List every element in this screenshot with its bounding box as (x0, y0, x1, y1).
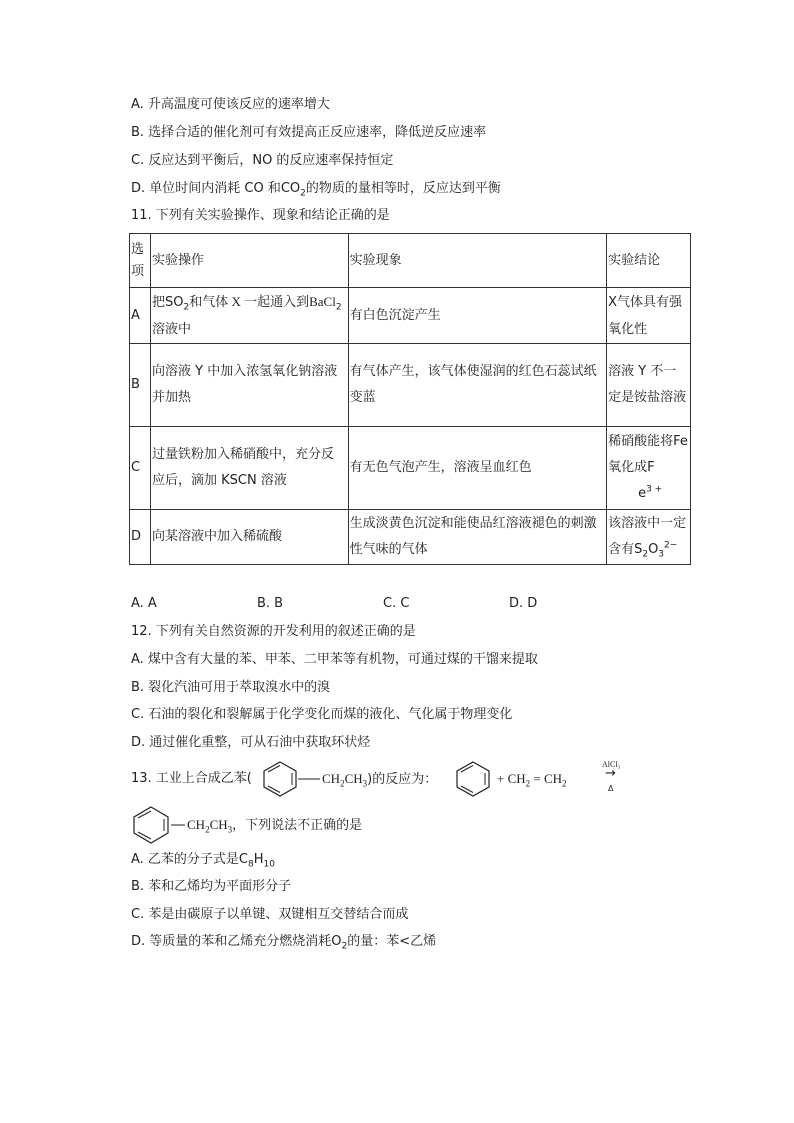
header-conclusion: 实验结论 (607, 234, 691, 288)
subscript: 2 (183, 302, 190, 313)
choice-c: C. C (383, 596, 410, 611)
q12-option-d: D. 通过催化重整，可从石油中获取环状烃 (131, 735, 371, 750)
row-operation (150, 288, 348, 344)
q12-stem: 12. 下列有关自然资源的开发利用的叙述正确的是 (131, 624, 416, 639)
row-phenomenon: 有气体产生，该气体使湿润的红色石蕊试纸变蓝 (348, 344, 606, 427)
ethylene-formula (497, 770, 567, 788)
choice-b: B. B (257, 596, 284, 611)
row-conclusion (607, 510, 691, 565)
row-conclusion: X气体具有强氧化性 (607, 288, 691, 344)
product-ethyl-group (187, 816, 362, 835)
header-option: 选项 (130, 234, 151, 288)
formula-text: CH (322, 771, 341, 786)
q12-option-a: A. 煤中含有大量的苯、甲苯、二甲苯等有机物，可通过煤的干馏来提取 (131, 652, 538, 667)
table-header-row (130, 234, 691, 288)
option-text: D. 等质量的苯和乙烯充分燃烧消耗O (131, 934, 342, 949)
q13-option-d (131, 933, 436, 951)
subscript: 3 (227, 824, 233, 835)
q11-choices (131, 595, 635, 613)
q11-stem: 11. 下列有关实验操作、现象和结论正确的是 (131, 208, 390, 223)
row-conclusion (607, 427, 691, 510)
option-text: 的量：苯<乙烯 (347, 934, 437, 949)
row-phenomenon: 有白色沉淀产生 (348, 288, 606, 344)
subscript: 2 (341, 941, 348, 952)
subscript: 2 (300, 188, 306, 199)
subscript: 2 (525, 778, 531, 789)
q12-option-c: C. 石油的裂化和裂解属于化学变化而煤的液化、气化属于物理变化 (131, 707, 513, 722)
option-text: A. 乙苯的分子式是C (131, 852, 249, 867)
op-text: 溶液中 (151, 322, 191, 337)
row-conclusion: 溶液 Y 不一定是铵盐溶液 (607, 344, 691, 427)
q10-option-d (131, 180, 501, 198)
formula-text: ，下列说法不正确的是 (232, 818, 363, 833)
row-phenomenon: 有无色气泡产生，溶液呈血红色 (348, 427, 606, 510)
row-label: A (130, 288, 151, 344)
bond-line (171, 824, 185, 827)
row-label: C (130, 427, 151, 510)
heat-symbol: Δ (608, 784, 614, 793)
row-label: B (130, 344, 151, 427)
conclusion-text: 稀硝酸能将Fe 氧化成F (608, 434, 688, 475)
table-row (130, 344, 691, 427)
table-row (130, 288, 691, 344)
formula-text: CH (209, 817, 228, 832)
q13-stem-start: 13. 工业上合成乙苯( (131, 771, 252, 786)
q10-option-d-text-end: 的物质的量相等时，反应达到平衡 (305, 181, 501, 196)
subscript: 2 (205, 824, 210, 835)
q12-option-b: B. 裂化汽油可用于萃取溴水中的溴 (131, 680, 331, 695)
header-operation: 实验操作 (150, 234, 348, 288)
experiment-table (129, 233, 691, 565)
conclusion-text: 该溶液中一定含有S (608, 516, 687, 557)
option-text: H (253, 852, 264, 867)
superscript: 2− (664, 540, 678, 551)
table-row (130, 427, 691, 510)
formula-text: + CH (497, 771, 526, 786)
row-operation: 过量铁粉加入稀硝酸中，充分反应后，滴加 KSCN 溶液 (150, 427, 348, 510)
reaction-arrow: → (605, 766, 616, 781)
row-label: D (130, 510, 151, 565)
product-benzene-structure (131, 805, 171, 845)
row-operation: 向某溶液中加入稀硫酸 (150, 510, 348, 565)
choice-d: D. D (509, 596, 538, 611)
q10-option-d-text: D. 单位时间内消耗 CO 和CO (131, 181, 301, 196)
conclusion-text: e (638, 486, 647, 501)
superscript: 3 + (646, 484, 663, 495)
subscript: 3 (362, 778, 368, 789)
benzene-structure (455, 760, 491, 798)
row-phenomenon: 生成淡黄色沉淀和能使品红溶液褪色的刺激性气味的气体 (348, 510, 606, 565)
formula-text: CH (187, 817, 206, 832)
formula-text: )的反应为： (367, 772, 438, 787)
q10-option-b: B. 选择合适的催化剂可有效提高正反应速率，降低逆反应速率 (131, 125, 487, 140)
formula-text: CH (344, 771, 363, 786)
q13-option-a (131, 851, 275, 869)
bond-line (298, 778, 320, 781)
q13-option-c: C. 苯是由碳原子以单键、双键相互交替结合而成 (131, 907, 409, 922)
subscript: 2 (335, 302, 342, 313)
op-text: 把SO (151, 295, 184, 310)
q10-option-a: A. 升高温度可使该反应的速率增大 (131, 97, 330, 112)
catalyst-label: AlCl₃ (602, 760, 621, 769)
subscript: 2 (642, 549, 649, 560)
q10-option-c: C. 反应达到平衡后，NO 的反应速率保持恒定 (131, 153, 394, 168)
subscript: 2 (562, 778, 567, 789)
subscript: 10 (263, 859, 275, 870)
formula-text: = CH (530, 771, 563, 786)
choice-a: A. A (131, 596, 157, 611)
subscript: 2 (340, 778, 345, 789)
row-operation: 向溶液 Y 中加入浓氢氧化钠溶液并加热 (150, 344, 348, 427)
table-row (130, 510, 691, 565)
header-phenomenon: 实验现象 (348, 234, 606, 288)
subscript: 3 (658, 549, 665, 560)
subscript: 8 (248, 859, 254, 870)
op-text: 和气体 X 一起通入到BaCl (189, 294, 336, 309)
ethylbenzene-structure (262, 760, 298, 798)
conclusion-text: O (648, 542, 659, 557)
ethyl-group (322, 770, 437, 789)
q13-option-b: B. 苯和乙烯均为平面形分子 (131, 879, 292, 894)
